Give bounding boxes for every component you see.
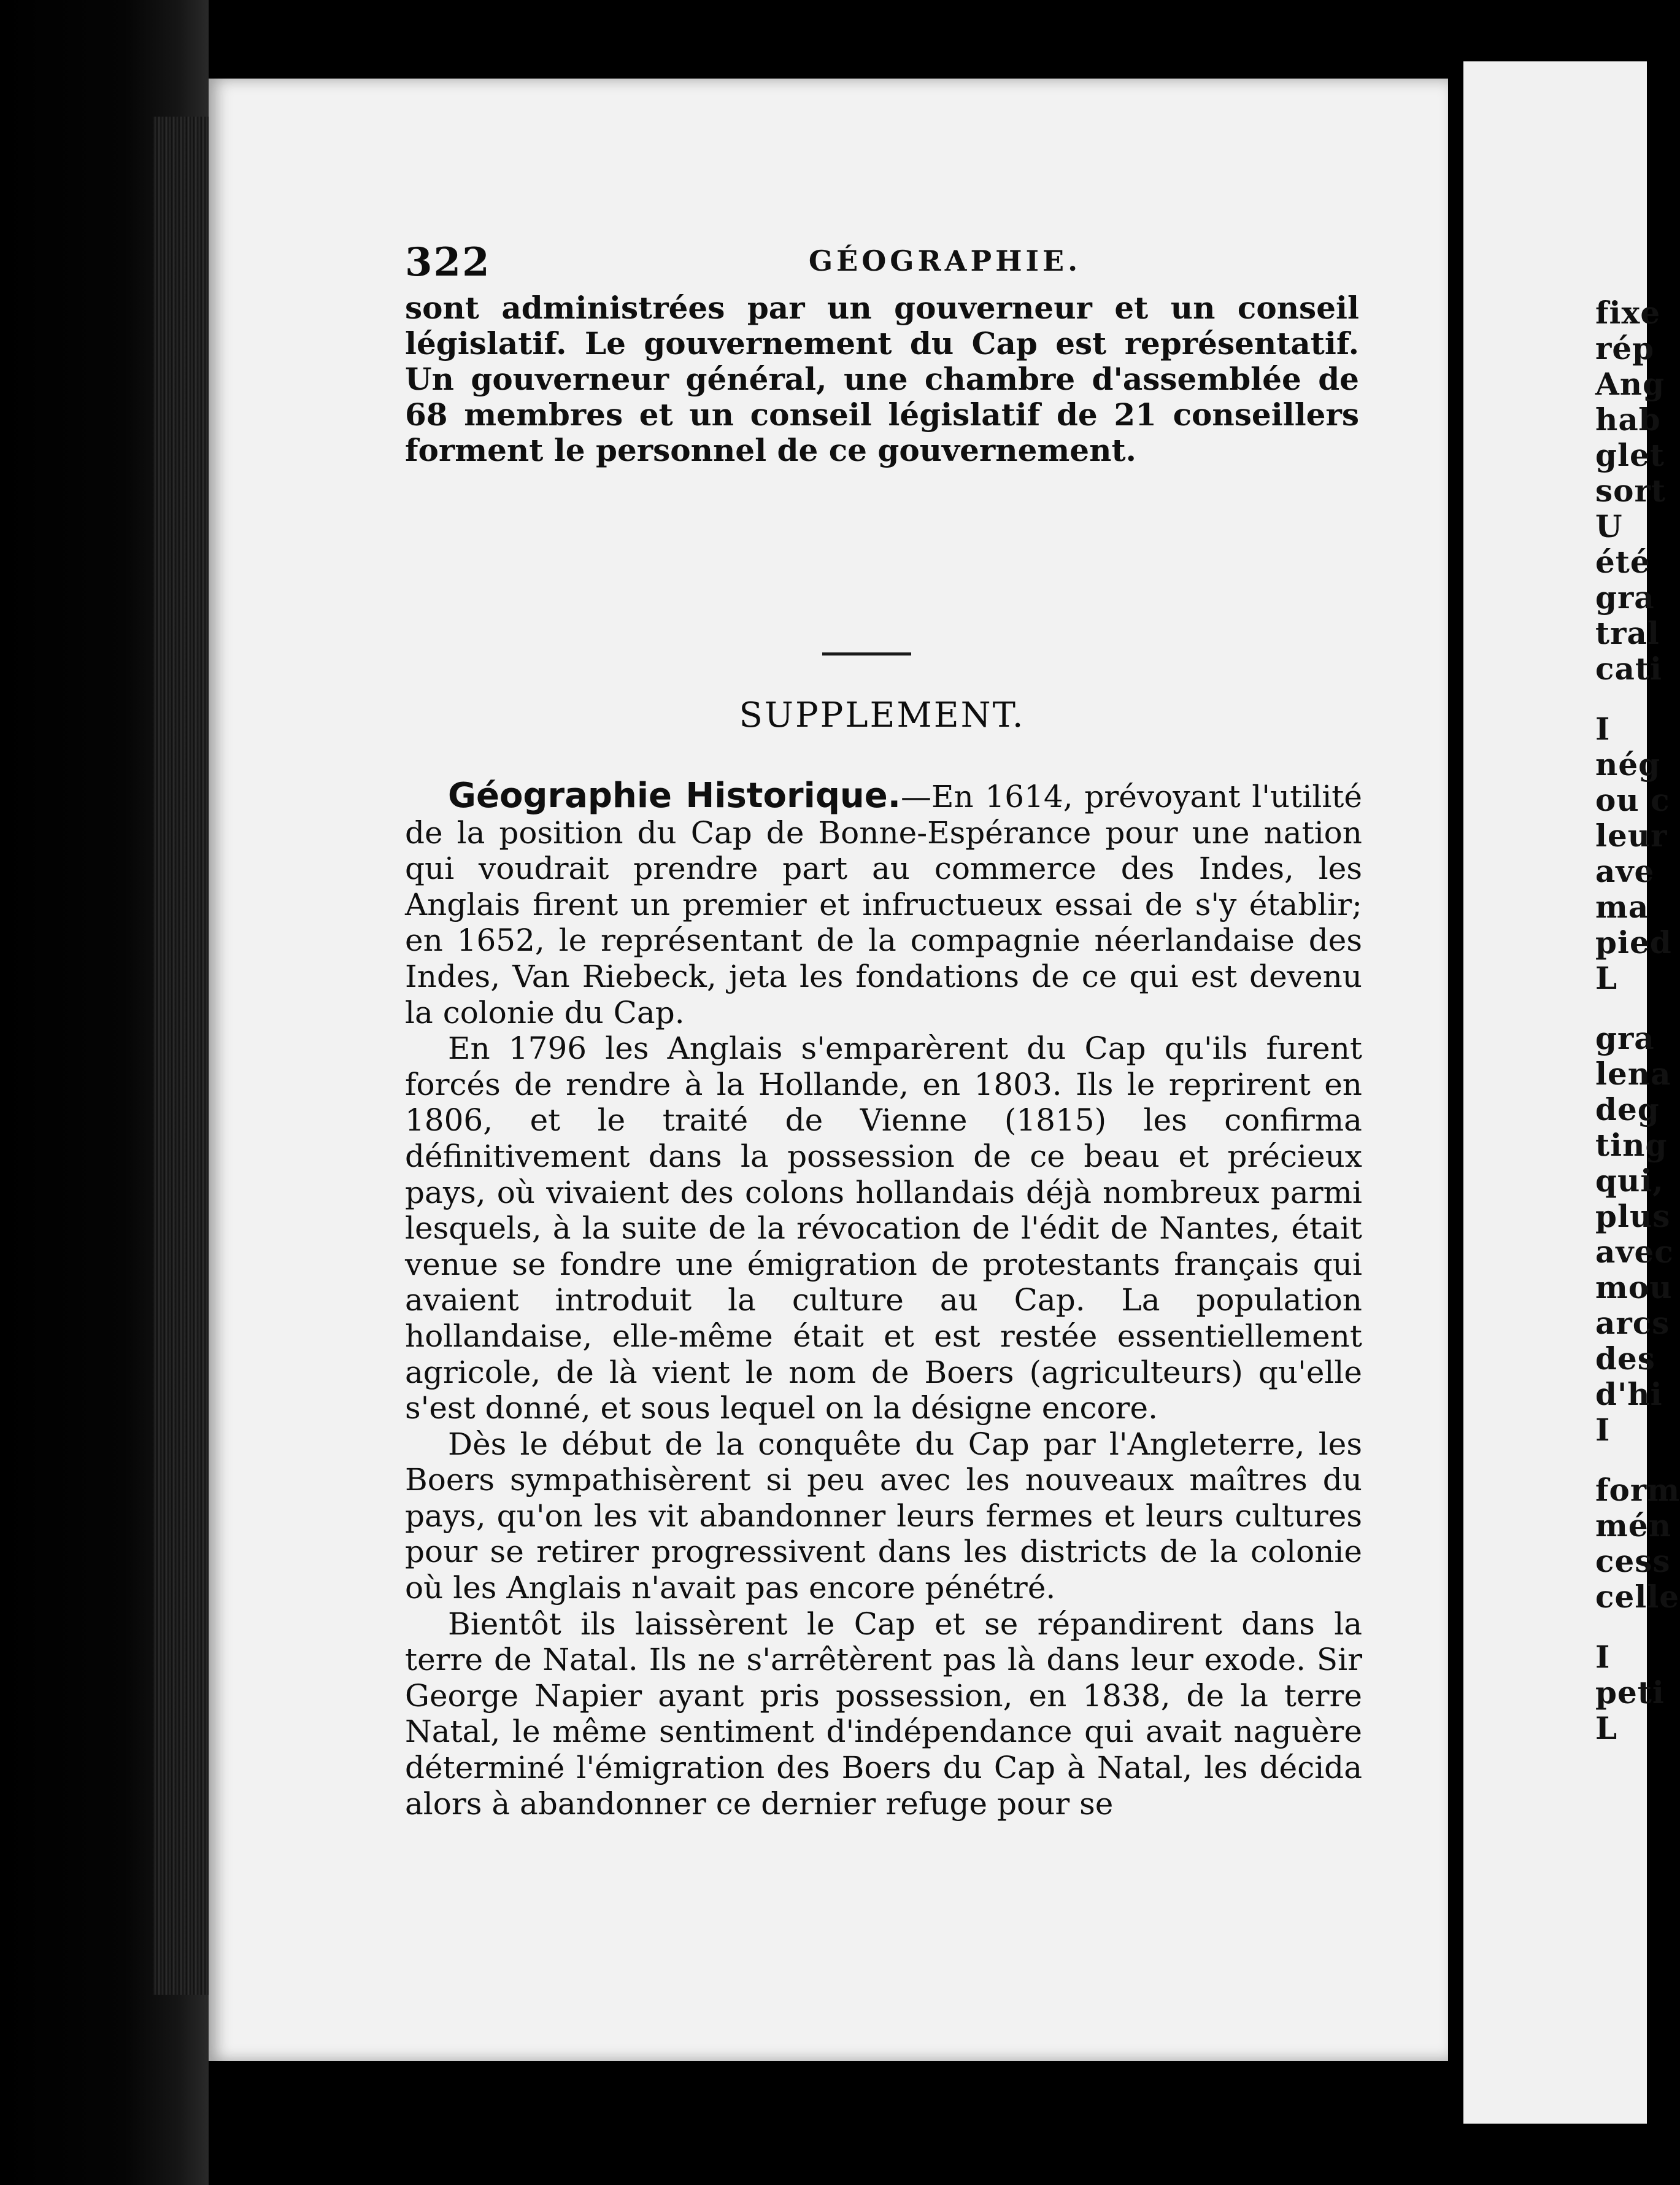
adjacent-page-fragment: I xyxy=(1595,711,1611,747)
paragraph-text: —En 1614, prévoyant l'utilité de la position du Cap de Bonne-Espérance pour une nation qui voudrait prendre part au commerce des Indes, les Anglais firent un premier et infructueux essai de s'y établir; en 1652, le représentant de la compagnie néerlandaise des Indes, Van Riebeck, jeta les fondations de ce qui est devenu la colonie du Cap. xyxy=(405,779,1362,1031)
adjacent-page-fragment: Ang xyxy=(1595,366,1665,402)
adjacent-page-fragment: ting xyxy=(1595,1127,1668,1163)
adjacent-page-fragment: cess xyxy=(1595,1543,1671,1579)
adjacent-page-fragment: hab xyxy=(1595,401,1661,438)
adjacent-page-fragment: des xyxy=(1595,1340,1655,1377)
adjacent-page-fragment: I xyxy=(1595,1412,1611,1448)
adjacent-page-fragment: ave xyxy=(1595,853,1655,889)
adjacent-page-fragment: celle xyxy=(1595,1579,1680,1615)
adjacent-page-fragment: mou xyxy=(1595,1269,1673,1305)
adjacent-page-fragment: rép xyxy=(1595,330,1655,366)
adjacent-page-fragment: sort xyxy=(1595,473,1666,509)
adjacent-page-fragment: leur xyxy=(1595,818,1668,854)
section-title: SUPPLEMENT. xyxy=(739,695,1025,735)
adjacent-page-fragment: glet xyxy=(1595,437,1665,473)
page-edges xyxy=(153,117,212,1995)
adjacent-page-fragment: U xyxy=(1595,508,1623,544)
paragraph-text: Dès le début de la conquête du Cap par l'Angleterre, les Boers sympathisèrent si peu avec les nouveaux maîtres du pays, qu'on les vit abandonner leurs fermes et leurs cultures pour se retirer progressivent dans les districts de la colonie où les Anglais n'avait pas encore pénétré. xyxy=(405,1426,1362,1606)
adjacent-page-fragment: d'hi xyxy=(1595,1376,1663,1412)
adjacent-page-fragment: form xyxy=(1595,1472,1680,1508)
adjacent-page-fragment: ou c xyxy=(1595,782,1670,818)
adjacent-page xyxy=(1463,61,1680,2124)
adjacent-page-fragment: plus xyxy=(1595,1198,1671,1234)
paragraph xyxy=(405,1031,1362,1426)
adjacent-page-fragment: nég xyxy=(1595,746,1661,783)
paragraph-lead: Géographie Historique. xyxy=(448,776,901,816)
adjacent-page-fragment: arcs xyxy=(1595,1305,1670,1341)
section-divider xyxy=(822,652,911,656)
paragraph-text: Bientôt ils laissèrent le Cap et se répandirent dans la terre de Natal. Ils ne s'arrêtèrent pas là dans leur exode. Sir George Napier ayant pris possession, en 1838, de la terre Natal, le même sentiment d'indépendance qui avait naguère déterminé l'émigration des Boers du Cap à Natal, les décida alors à abandonner ce dernier refuge pour se xyxy=(405,1606,1362,1822)
adjacent-page-fragment: L xyxy=(1595,1710,1618,1746)
adjacent-page-fragment: gra xyxy=(1595,1020,1655,1056)
paragraph xyxy=(405,1426,1362,1606)
page-number: 322 xyxy=(405,239,491,285)
adjacent-page-fragment: I xyxy=(1595,1639,1611,1675)
adjacent-page-fragment: pied xyxy=(1595,924,1672,961)
paragraph-text: En 1796 les Anglais s'emparèrent du Cap qu'ils furent forcés de rendre à la Hollande, en 1803. Ils le reprirent en 1806, et le traité de Vienne (1815) les confirma définitivement dans la possession de ce beau et précieux pays, où vivaient des colons hollandais déjà nombreux parmi lesquels, à la suite de la révocation de l'édit de Nantes, était venue se fondre une émigration de protestants français qui avaient introduit la culture au Cap. La population hollandaise, elle-même était et est restée essentiellement agricole, de là vient le nom de Boers (agriculteurs) qu'elle s'est donné, et sous lequel on la désigne encore. xyxy=(405,1031,1362,1426)
adjacent-page-fragment: tral xyxy=(1595,615,1660,651)
adjacent-page-fragment: lena xyxy=(1595,1056,1671,1092)
adjacent-page-fragment: avec xyxy=(1595,1234,1674,1270)
running-title: GÉOGRAPHIE. xyxy=(808,244,1082,277)
paragraph xyxy=(405,1606,1362,1822)
adjacent-page-fragment: qui, xyxy=(1595,1162,1664,1199)
adjacent-page-fragment: fixe xyxy=(1595,295,1661,331)
book-page xyxy=(209,79,1448,2061)
adjacent-page-fragment: mén xyxy=(1595,1507,1672,1544)
adjacent-page-fragment: cati xyxy=(1595,651,1662,687)
adjacent-page-fragment: L xyxy=(1595,960,1618,996)
adjacent-page-fragment: été xyxy=(1595,544,1651,580)
paragraph xyxy=(405,778,1362,1031)
section-body xyxy=(405,778,1362,1822)
adjacent-page-fragment: ma xyxy=(1595,889,1649,925)
intro-paragraph: sont administrées par un gouverneur et un conseil législatif. Le gouvernement du Cap est représentatif. Un gouverneur général, une chambre d'assemblée de 68 membres et un conseil législatif de 21 conseillers forment le personnel de ce gouvernement. xyxy=(405,290,1359,468)
adjacent-page-fragment: peti xyxy=(1595,1674,1665,1711)
adjacent-page-fragment: deg xyxy=(1595,1091,1660,1127)
adjacent-page-fragment: gra xyxy=(1595,579,1655,616)
